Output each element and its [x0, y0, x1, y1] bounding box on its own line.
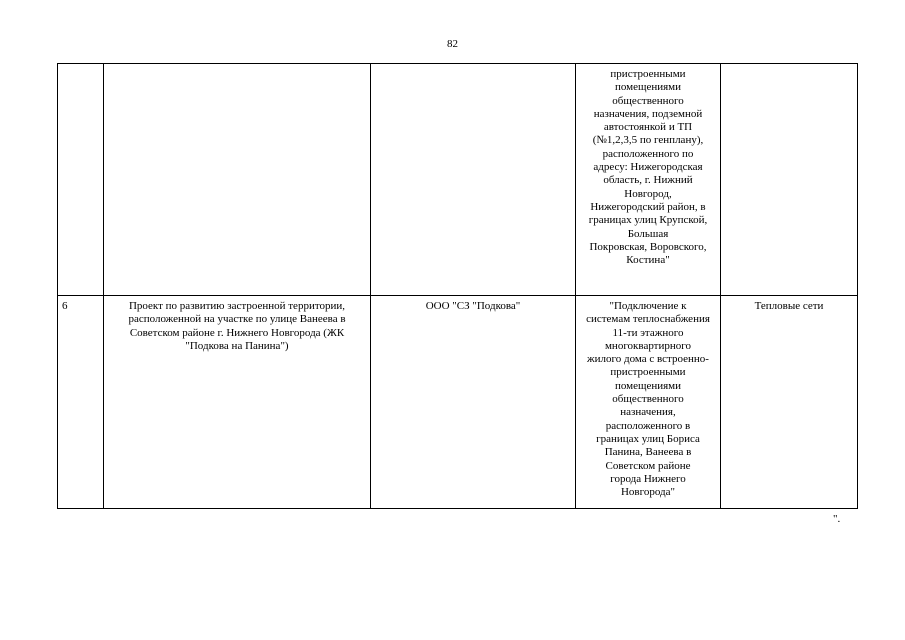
text-line: города Нижнего	[610, 472, 686, 485]
text-line: 11-ти этажного	[612, 326, 684, 339]
cell-project	[104, 296, 371, 509]
text-line: границах улиц Бориса	[596, 432, 700, 445]
text-line: область, г. Нижний	[603, 174, 693, 187]
text-line: "Подключение к	[609, 300, 687, 312]
text-line: многоквартирного	[604, 339, 692, 352]
text-line: общественного	[612, 393, 684, 406]
text-line: Покровская, Воровского,	[589, 240, 707, 253]
cell-number	[58, 64, 104, 296]
text-line: Советском районе г. Нижнего Новгорода (ЖК	[129, 326, 345, 339]
text-line: Новгород,	[624, 187, 672, 200]
text-line: общественного	[612, 94, 684, 107]
table-row-6	[58, 296, 858, 509]
text-line: адресу: Нижегородская	[593, 161, 703, 174]
text-line: пристроенными	[610, 68, 686, 80]
text-line: Проект по развитию застроенной территории,	[128, 300, 346, 312]
text-line: Большая	[627, 227, 669, 240]
table-row-continued	[58, 64, 858, 296]
text-line: (№1,2,3,5 по генплану),	[592, 134, 704, 147]
text-line: Нижегородский район, в	[590, 200, 706, 213]
text-line: пристроенными	[610, 366, 686, 379]
cell-object-continued	[576, 64, 721, 296]
cell-developer	[371, 64, 576, 296]
cell-network-type: Тепловые сети	[721, 296, 858, 509]
text-line: границах улиц Крупской,	[588, 214, 708, 227]
text-line: расположенного по	[602, 147, 694, 160]
text-line: жилого дома с встроенно-	[587, 353, 709, 366]
text-line: автостоянкой и ТП	[603, 121, 693, 134]
document-table	[57, 63, 858, 509]
closing-quote-mark: ".	[833, 513, 841, 525]
text-line: помещениями	[614, 379, 682, 392]
cell-project	[104, 64, 371, 296]
text-line: Костина"	[626, 254, 670, 267]
text-line: расположенного в	[605, 419, 691, 432]
cell-number: 6	[58, 296, 104, 509]
text-line: системам теплоснабжения	[586, 313, 710, 326]
text-line: Новгорода"	[620, 486, 676, 499]
text-line: назначения,	[620, 406, 676, 419]
cell-network-type	[721, 64, 858, 296]
text-line: помещениями	[614, 81, 682, 94]
cell-developer: ООО "СЗ "Подкова"	[371, 296, 576, 509]
text-line: Панина, Ванеева в	[604, 446, 692, 459]
text-line: расположенной на участке по улице Ванеева в	[128, 313, 346, 326]
text-line: Советском районе	[605, 459, 691, 472]
text-line: "Подкова на Панина")	[185, 339, 289, 352]
page-number: 82	[447, 38, 458, 50]
text-line: назначения, подземной	[593, 107, 703, 120]
cell-object	[576, 296, 721, 509]
